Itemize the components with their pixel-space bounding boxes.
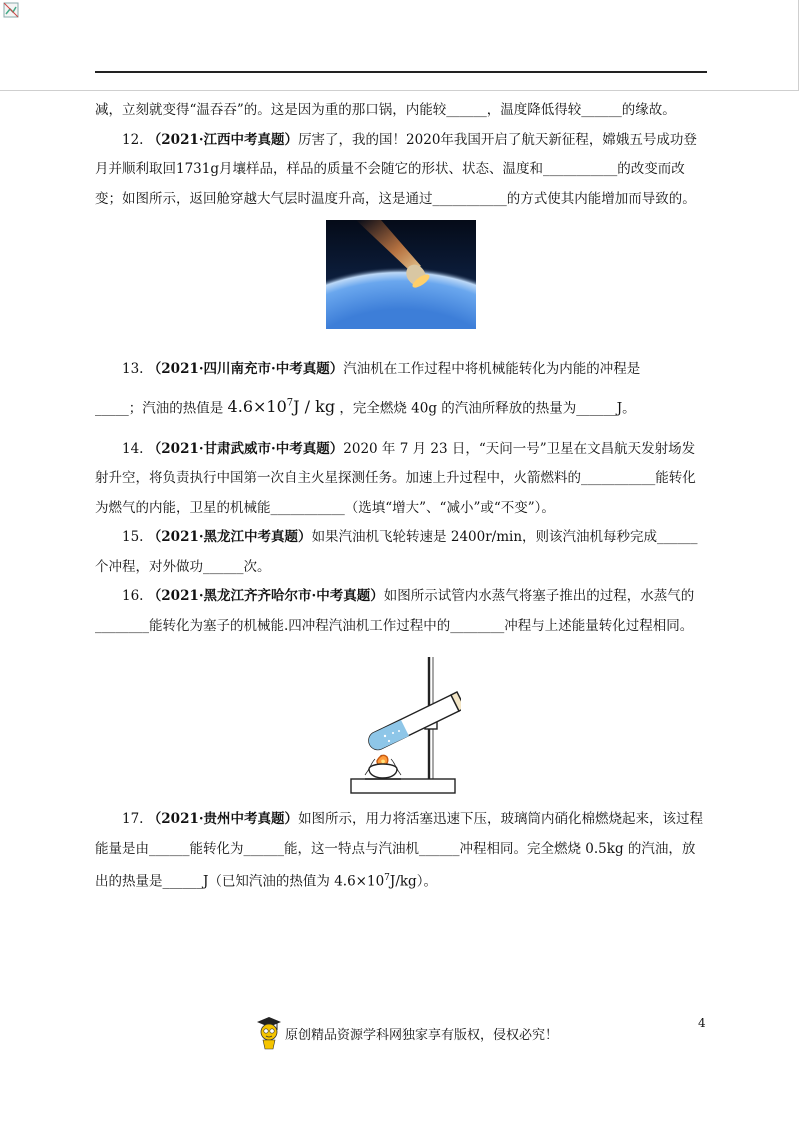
question-source: （2021·黑龙江中考真题） [147,529,312,546]
page-number: 4 [698,1016,706,1030]
heat-value-formula: $4.6\times 10^7J$ / kg [227,396,336,416]
exponent: 7 [384,873,390,884]
question-number: 14. [122,440,144,457]
question-text: _____；汽油的热值是 [95,399,224,416]
question-number: 12. [122,131,144,148]
question-13 [95,355,707,385]
question-13-line2 [95,385,707,427]
page-footer [255,1016,558,1050]
question-number: 17. [122,811,144,828]
test-tube-apparatus-drawing [341,653,461,799]
test-tube-figure [95,653,707,799]
cartoon-scholar-logo-icon [255,1016,283,1050]
capsule-figure [95,220,707,329]
question-number: 15. [122,529,144,546]
copyright-notice: 原创精品资源学科网独家享有版权，侵权必究！ [285,1027,559,1043]
question-source: （2021·贵州中考真题） [147,811,299,828]
document-body [95,96,707,897]
question-source: （2021·四川南充市·中考真题） [147,361,344,377]
question-16 [95,582,707,641]
question-source: （2021·甘肃武威市·中考真题） [147,440,344,457]
question-text: 2020 年 7 月 23 日，“天问一号”卫星在文昌航天发射场发射升空，将负责执行中国第一次自主火星探测任务。加速上升过程中，火箭燃料的___________能转化为燃气的内能，卫星的机械能___________（选填“增大”、“减小”或“不变”）。 [95,440,696,516]
question-number: 13. [122,361,144,377]
question-source: （2021·黑龙江齐齐哈尔市·中考真题） [147,588,384,605]
question-number: 16. [122,588,144,605]
broken-image-icon [3,2,19,18]
question-text: 汽油机在工作过程中将机械能转化为内能的冲程是 [343,361,641,377]
question-text: 如图所示试管内水蒸气将塞子推出的过程，水蒸气的________能转化为塞子的机械能.四冲程汽油机工作过程中的________冲程与上述能量转化过程相同。 [95,588,695,634]
question-15 [95,523,707,582]
question-14 [95,435,707,524]
header-rule [95,71,707,73]
question-text: ，完全燃烧 40g 的汽油所释放的热量为______J。 [339,399,636,416]
question-source: （2021·江西中考真题） [147,131,299,148]
question-17 [95,805,707,897]
question-text: J/kg）。 [389,873,437,890]
question-12 [95,126,707,215]
question-text: 如果汽油机飞轮转速是 2400r/min，则该汽油机每秒完成______个冲程，对外做功______次。 [95,529,698,575]
question-text: 如图所示，用力将活塞迅速下压，玻璃筒内硝化棉燃烧起来，该过程能量是由______能转化为______能，这一特点与汽油机______冲程相同。完全燃烧 0.5kg 的汽油，放出的热量是______J（已知汽油的热值为 4.6×10 [95,811,704,890]
question-text: 厉害了，我的国！2020年我国开启了航天新征程，嫦娥五号成功登月并顺利取回1731g月壤样品，样品的质量不会随它的形状、状态、温度和___________的改变而改变；如图所示，返回舱穿越大气层时温度升高，这是通过___________的方式使其内能增加而导致的。 [95,131,697,207]
continued-text: 减，立刻就变得“温吞吞”的。这是因为重的那口锅，内能较______，温度降低得较______的缘故。 [95,102,676,118]
reentry-capsule-image [326,220,476,329]
image-frame [0,0,799,91]
